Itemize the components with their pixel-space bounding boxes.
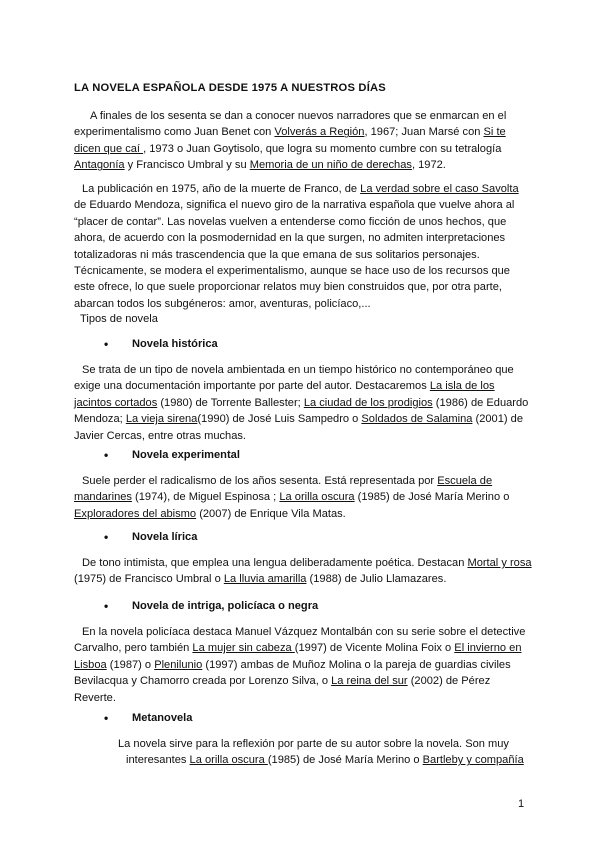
book-link-si-te-dicen-que-cai: Si te dicen que caí (74, 126, 506, 155)
book-link-ciudad-prodigios: La ciudad de los prodigios (303, 396, 433, 409)
book-link-mortal-y-rosa: Mortal y rosa (467, 557, 532, 569)
intro-paragraph: A finales de los sesenta se dan a conocer nuevos narradores que se enmarcan en el experimentalismo como Juan Benet con Volverás a Región, 1967; Juan Marsé con Si te dicen que caí , 1973 o Juan Goytisolo, que logra su momento cumbre con su tetralogía Antagonía y Francisco Umbral y su Memoria de un niño de derechas, 1972. (74, 110, 507, 172)
metanovela-line-2: interesantes La orilla oscura (1985) de José María Merino o Bartleby y compañía (126, 754, 524, 767)
bullet-icon: • (104, 530, 109, 544)
book-link-antagonia: Antagonía (74, 159, 125, 172)
book-link-isla-jacintos: La isla de los jacintos cortados (74, 380, 495, 409)
book-link-invierno-lisboa: El invierno en Lisboa (74, 642, 522, 671)
book-link-orilla-oscura-2: La orilla oscura (189, 754, 268, 767)
book-link-volveras-a-region: Volverás a Región (274, 126, 365, 139)
bullet-icon: • (104, 337, 109, 351)
book-link-bartleby: Bartleby y compañía (422, 754, 524, 767)
book-link-memoria-de-un-nino: Memoria de un niño de derechas (249, 159, 412, 172)
bullet-icon: • (104, 711, 109, 725)
page-number: 1 (518, 798, 525, 810)
book-link-mujer-sin-cabeza: La mujer sin cabeza (192, 642, 295, 655)
bullet-icon: • (104, 448, 109, 462)
section-heading-lirica: • Novela lírica (104, 530, 198, 544)
book-link-escuela-mandarines: Escuela de mandarines (74, 475, 493, 504)
section-heading-historica: • Novela histórica (104, 337, 218, 351)
book-link-soldados-salamina: Soldados de Salamina (361, 413, 473, 426)
historica-paragraph: Se trata de un tipo de novela ambientada en un tiempo histórico no contemporáneo que exige una documentación importante por parte del autor. Destacaremos La isla de los jacintos cortados (1980) de Torrente Ballester; La ciudad de los prodigios (1986) de Eduardo Mendoza; La vieja sirena(1990) de José Luis Sampedro o Soldados de Salamina (2001) de Javier Cercas, entre otras muchas. (74, 364, 529, 442)
lirica-paragraph: De tono intimista, que emplea una lengua deliberadamente poética. Destacan Mortal y rosa (1975) de Francisco Umbral o La lluvia amarilla (1988) de Julio Llamazares. (74, 557, 532, 586)
intriga-paragraph: En la novela policíaca destaca Manuel Vázquez Montalbán con su serie sobre el detective Carvalho, pero también La mujer sin cabeza (1997) de Vicente Molina Foix o El invierno en Lisboa (1987) o Plenilunio (1997) ambas de Muñoz Molina o la pareja de guardias civiles Bevilacqua y Chamorro creada por Lorenzo Silva, o La reina del sur (2002) de Pérez Reverte. (74, 626, 526, 704)
section-heading-experimental: • Novela experimental (104, 448, 240, 462)
book-link-vieja-sirena: La vieja sirena (125, 413, 198, 426)
experimental-paragraph: Suele perder el radicalismo de los años sesenta. Está representada por Escuela de mandarines (1974), de Miguel Espinosa ; La orilla oscura (1985) de José María Merino o Exploradores del abismo (2007) de Enrique Vila Matas. (74, 475, 510, 520)
book-link-exploradores-abismo: Exploradores del abismo (74, 507, 197, 520)
book-link-lluvia-amarilla: La lluvia amarilla (223, 573, 307, 586)
bullet-icon: • (104, 599, 109, 613)
book-link-verdad-savolta: La verdad sobre el caso Savolta (360, 183, 519, 195)
metanovela-paragraph: La novela sirve para la reflexión por parte de su autor sobre la novela. Son muy interesantes La orilla oscura (1985) de José María Merino o Bartleby y compañía (118, 736, 528, 769)
savolta-paragraph: La publicación en 1975, año de la muerte de Franco, de La verdad sobre el caso Savolta de Eduardo Mendoza, significa el nuevo giro de la narrativa española que vuelve ahora al “placer de contar”. Las novelas vuelven a entenderse como ficción de unos hechos, que ahora, de acuerdo con la posmodernidad en la que surgen, no admiten interpretaciones totalizadoras ni más trascendencia que la que emana de sus solitarios personajes. Técnicamente, se modera el experimentalismo, aunque se hace uso de los recursos que este ofrece, lo que suele proporcionar relatos muy bien construidos que, por otra parte, abarcan todos los subgéneros: amor, aventuras, policíaco,... (74, 183, 519, 310)
book-link-orilla-oscura: La orilla oscura (279, 491, 355, 504)
section-heading-intriga: • Novela de intriga, policíaca o negra (104, 599, 319, 613)
book-link-plenilunio: Plenilunio (154, 658, 203, 671)
tipos-heading: Tipos de novela (80, 313, 158, 325)
section-heading-metanovela: • Metanovela (104, 711, 193, 725)
book-link-reina-del-sur: La reina del sur (331, 675, 408, 688)
page-title: LA NOVELA ESPAÑOLA DESDE 1975 A NUESTROS DÍAS (74, 82, 386, 94)
